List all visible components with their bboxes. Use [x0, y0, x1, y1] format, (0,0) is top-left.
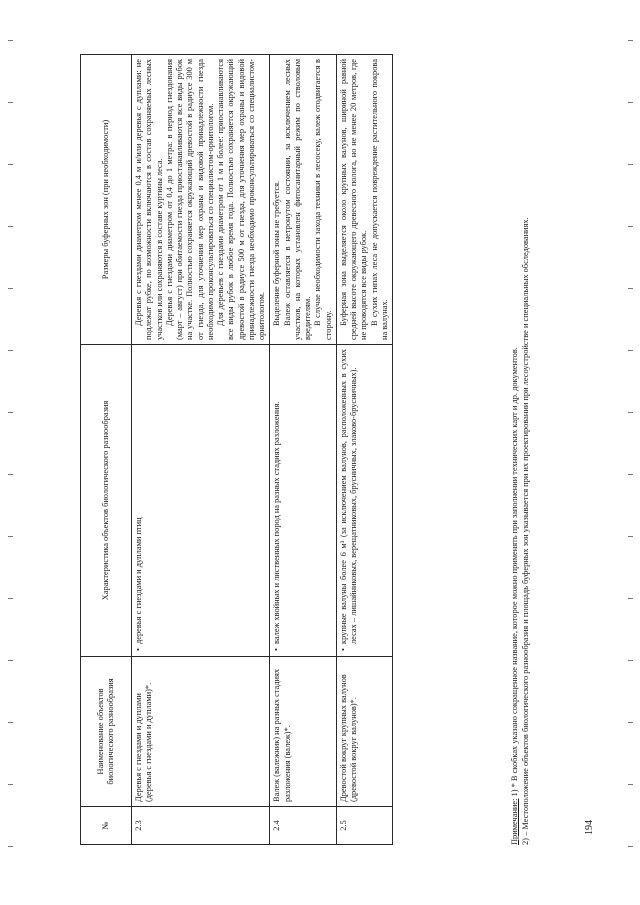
scan-tick	[628, 412, 633, 413]
scan-tick	[628, 40, 633, 41]
scan-tick	[8, 164, 13, 165]
scan-tick	[8, 722, 13, 723]
row-characteristic	[270, 345, 337, 657]
rotated-content	[80, 55, 550, 845]
table-header-row	[81, 55, 132, 845]
scan-tick	[8, 288, 13, 289]
page-number: 194	[584, 820, 595, 835]
scan-tick	[628, 350, 633, 351]
scan-tick	[628, 288, 633, 289]
header-characteristics: Характеристика объектов биологического разнообразия	[81, 345, 132, 657]
row-number: 2.3	[132, 807, 270, 845]
scan-edge-marks-right	[628, 0, 634, 905]
header-name: Наименование объектов биологического разнообразия	[81, 657, 132, 807]
scan-tick	[8, 412, 13, 413]
buffer-paragraph: В случае необходимости захода техники в лесосеку, валеж отодвигается в сторону.	[313, 59, 333, 340]
characteristic-bullet: • деревья с гнездами и дуплами птиц	[134, 349, 144, 652]
scan-tick	[8, 846, 13, 847]
footnote-text-1: 1) * В скобках указано сокращенное название, которое можно применять при заполнении технических карт и др. документов.	[510, 347, 519, 799]
footnote-label: Примечание:	[510, 798, 519, 845]
footnote	[510, 55, 532, 845]
scan-tick	[628, 784, 633, 785]
scan-tick	[8, 40, 13, 41]
row-name: Валеж (валежник) на разных стадиях разложения (валеж)*.	[270, 657, 337, 807]
header-buffer: Размеры буферных зон (при необходимости)	[81, 55, 132, 345]
row-name: Деревья с гнездами и дуплами (деревья с гнездами и дуплами)*.	[132, 657, 270, 807]
scan-edge-marks-left	[8, 0, 14, 905]
scan-tick	[628, 598, 633, 599]
footnote-line-2: 2) – Местоположение объектов биологического разнообразия и площадь буферных зон указывается при их проектировании при лесоустройстве и специальных обследованиях.	[520, 217, 530, 845]
scan-tick	[8, 102, 13, 103]
scan-tick	[628, 226, 633, 227]
footnote-line-1	[510, 55, 521, 845]
table-row	[336, 55, 392, 845]
buffer-paragraph: В сухих типах леса не допускается повреждение растительного покрова на валунах.	[369, 59, 389, 340]
row-characteristic	[132, 345, 270, 657]
row-buffer	[132, 55, 270, 345]
header-number: №	[81, 807, 132, 845]
table-row	[132, 55, 270, 845]
scan-tick	[628, 722, 633, 723]
characteristic-bullet: • крупные валуны более 6 м³ (за исключением валунов, расположенных в сухих лесах – лишайниковых, верещатниковых, брусничных, злаково-брусничных).	[339, 349, 360, 652]
table-row	[270, 55, 337, 845]
row-number: 2.4	[270, 807, 337, 845]
row-name: Древостой вокруг крупных валунов (древостой вокруг валунов)*.	[336, 657, 392, 807]
buffer-paragraph: Выделение буферной зоны не требуется.	[272, 180, 282, 326]
scan-tick	[628, 536, 633, 537]
scan-tick	[628, 102, 633, 103]
scan-tick	[8, 350, 13, 351]
scan-tick	[628, 164, 633, 165]
scan-tick	[8, 536, 13, 537]
scan-tick	[628, 660, 633, 661]
buffer-paragraph: Буферная зона выделяется около крупных валунов, шириной равной средней высоте окружающего древесного полога, но не менее 20 метров, где не проводятся все виды рубок.	[338, 59, 369, 340]
row-number: 2.5	[336, 807, 392, 845]
scan-tick	[8, 226, 13, 227]
scan-tick	[8, 598, 13, 599]
buffer-paragraph: Деревья с гнездами диаметром от 0,4 до 1 метра: в период гнездования (март – август) при обитаемости гнезда приостанавливаются все виды рубок на участке. Полностью сохраняется окружающий древостой в радиусе 300 м от гнезда, для уточнения мер охраны и видовой принадлежности гнезда необходимо проконсультироваться со специалистом-орнитологом.	[164, 59, 215, 340]
scan-tick	[8, 474, 13, 475]
scan-tick	[8, 660, 13, 661]
buffer-paragraph: Валеж оставляется в нетронутом состоянии, за исключением лесных участков, на которых установлен фитосанитарный режим по стволовым вредителям.	[282, 59, 312, 340]
buffer-paragraph: Для деревьев с гнездами диаметром от 1 м и более: приостанавливаются все виды рубок в любое время года. Полностью сохраняется окружающий древостой в радиусе 500 м от гнезда, для уточнения мер охраны и видовой принадлежности гнезда необходимо проконсультироваться со специалистом-орнитологом.	[216, 59, 266, 340]
characteristic-bullet: • валеж хвойных и лиственных пород на разных стадиях разложения.	[272, 349, 282, 652]
row-characteristic	[336, 345, 392, 657]
scan-tick	[628, 846, 633, 847]
buffer-paragraph: Деревья с гнездами диаметром менее 0,4 м и/или деревья с дуплами: не подлежат рубке, по возможности включаются в состав сохраняемых лесных участков или сохраняются в составе куртины леса.	[134, 59, 164, 340]
row-buffer	[270, 55, 337, 345]
scan-tick	[8, 784, 13, 785]
scan-tick	[628, 474, 633, 475]
biodiversity-table	[80, 54, 393, 845]
row-buffer	[336, 55, 392, 345]
